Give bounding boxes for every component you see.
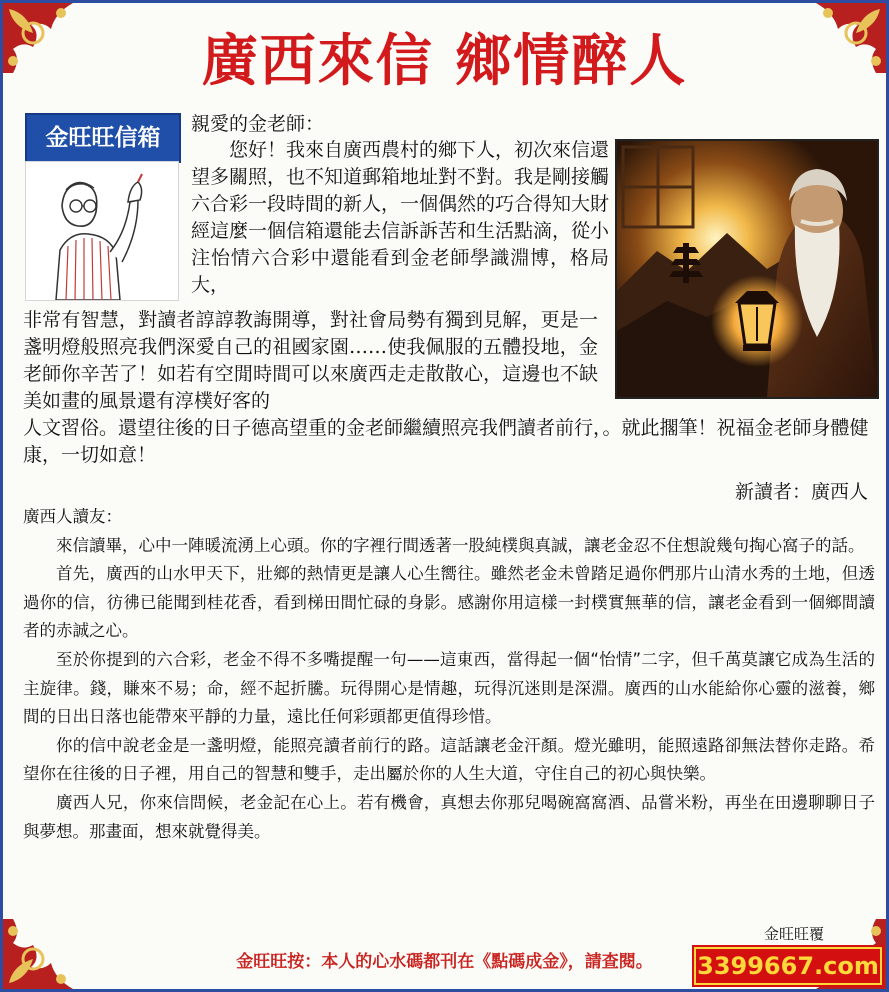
column-badge: 金旺旺信箱	[25, 113, 181, 163]
site-watermark: 3399667.com	[694, 947, 882, 985]
reply-paragraph: 首先，廣西的山水甲天下，壯鄉的熱情更是讓人心生嚮往。雖然老金未曾踏足過你們那片山清水秀的土地，但透過你的信，彷彿已能聞到桂花香，看到梯田間忙碌的身影。感謝你用這樣一封樸實無華的信，讓老金看到一個鄉間讀者的赤誠之心。	[23, 564, 875, 641]
letter-paragraph-1: 您好！我來自廣西農村的鄉下人，初次來信還望多關照，也不知道郵箱地址對不對。我是剛接觸六合彩一段時間的新人，一個偶然的巧合得知大財經這麼一個信箱還能去信訴訴苦和生活點滴，從小注怡情六合彩中還能看到金老師學識淵博，格局大，	[191, 139, 610, 296]
footer-note: 金旺旺按：本人的心水碼都刊在《點碼成金》，請查閱。	[236, 952, 653, 972]
reply-salutation: 廣西人讀友：	[23, 507, 122, 526]
corner-ornament-icon	[3, 893, 99, 989]
letter-paragraph-2: 非常有智慧，對讀者諄諄教誨開導，對社會局勢有獨到見解，更是一盞明燈般照亮我們深愛自己的祖國家園……使我佩服的五體投地，金老師你辛苦了！如若有空閒時間可以來廣西走走散散心，這邊也不缺美如畫的風景還有淳樸好客的	[23, 309, 598, 412]
sage-lantern-painting-icon	[615, 139, 879, 399]
teacher-illustration-icon	[25, 161, 179, 301]
letter-signoff: 新讀者：廣西人	[734, 481, 868, 503]
reply-paragraph: 至於你提到的六合彩，老金不得不多嘴提醒一句——這東西，當得起一個“怡情”二字，但千萬莫讓它成為生活的主旋律。錢，賺來不易；命，經不起折騰。玩得開心是情趣，玩得沉迷則是深淵。廣西的山水能給你心靈的滋養，鄉間的日出日落也能帶來平靜的力量，遠比任何彩頭都更值得珍惜。	[23, 649, 875, 727]
page-title: 廣西來信 鄉情醉人	[201, 28, 688, 94]
letter-greeting: 親愛的金老師：	[191, 113, 325, 135]
reply-paragraph: 你的信中說老金是一盞明燈，能照亮讀者前行的路。這話讓老金汗顏。燈光雖明，能照遠路卻無法替你走路。希望你在往後的日子裡，用自己的智慧和雙手，走出屬於你的人生大道，守住自己的初心與快樂。	[23, 735, 875, 784]
reply-paragraph: 來信讀畢，心中一陣暖流湧上心頭。你的字裡行間透著一股純樸與真誠，讓老金忍不住想說幾句掏心窩子的話。	[56, 535, 865, 555]
reply-signature: 金旺旺覆	[763, 925, 824, 943]
reply-section	[23, 503, 875, 846]
letter-paragraph-3: 人文習俗。還望往後的日子德高望重的金老師繼續照亮我們讀者前行，。就此擱筆！祝福金老師身體健康，一切如意！	[23, 417, 869, 466]
reply-paragraph: 廣西人兄，你來信問候，老金記在心上。若有機會，真想去你那兒喝碗窩窩酒、品嘗米粉，再坐在田邊聊聊日子與夢想。那畫面，想來就覺得美。	[23, 792, 875, 841]
